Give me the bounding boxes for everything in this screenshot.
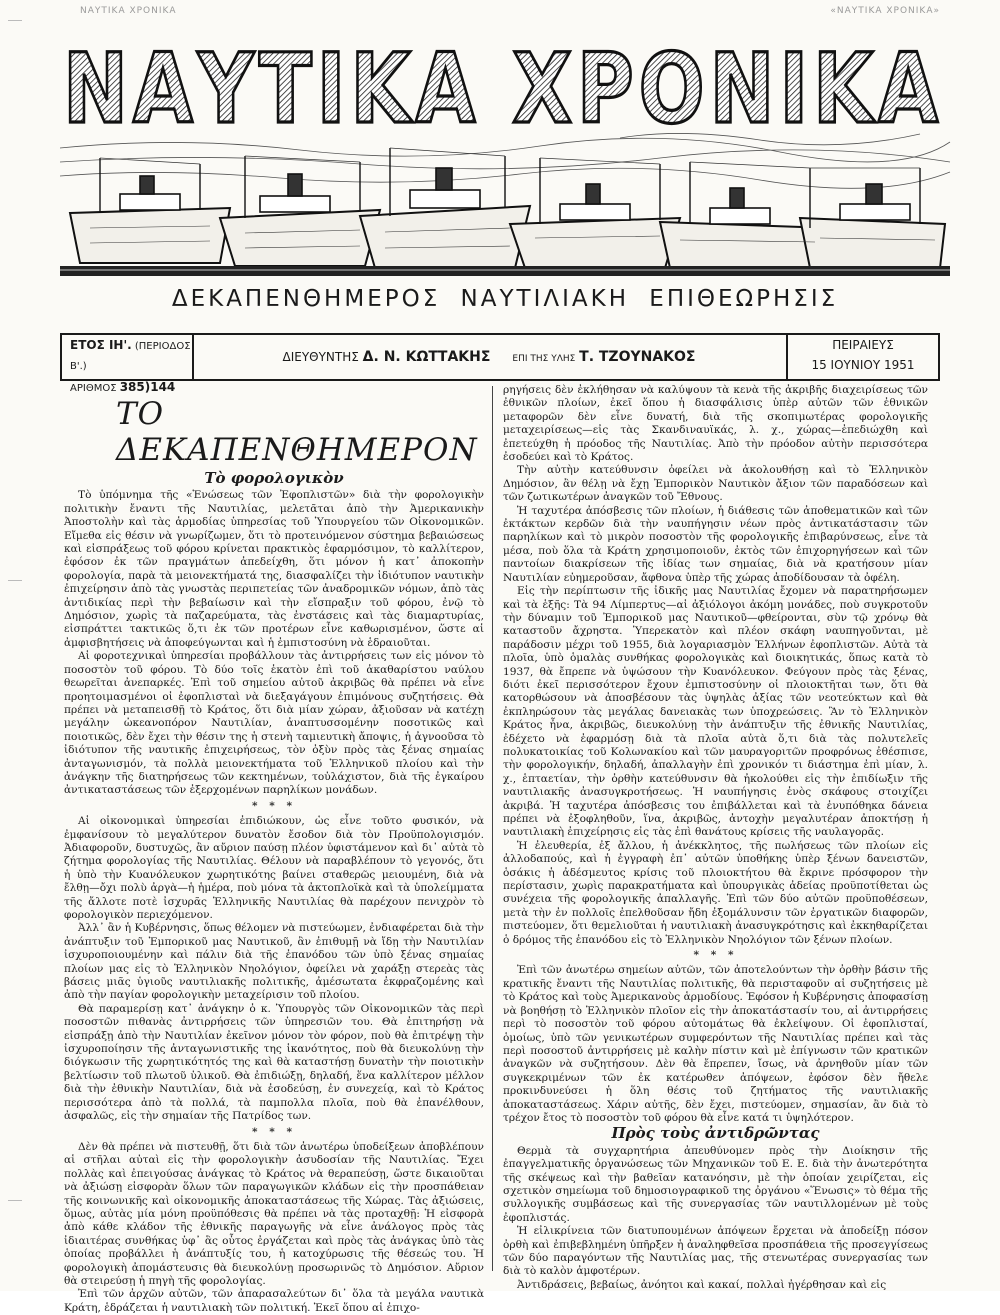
paragraph: Ἡ εἰλικρίνεια τῶν διατυπουμένων ἀπόψεων ἔρχεται νὰ ἀποδείξῃ πόσον ὀρθὴ καὶ ἐπιβεβλημένη ὑπῆρξεν ἡ ἀναληφθεῖσα προσπάθεια τῆς προσεγγίσεως τῶν δύο παραγόντων τῆς Ναυτιλίας μας, τῆς στενωτέρας συνεργασίας των διὰ τὸ καλὸν ἀμφοτέρων. [503,1225,928,1278]
year-label: ΕΤΟΣ ΙΗ'. [70,338,132,352]
section-separator: * * * [252,799,296,812]
staff-credits [194,335,784,379]
running-head-left: ΝΑΥΤΙΚΑ ΧΡΟΝΙΚΑ [80,6,177,16]
scan-edge-mark [8,580,22,581]
editor-label: ΕΠΙ ΤΗΣ ΥΛΗΣ [512,354,576,364]
place-date-box [786,335,940,379]
paragraph: Εἰς τὴν περίπτωσιν τῆς ἰδικῆς μας Ναυτιλίας ἔχομεν νὰ παρατηρήσωμεν καὶ τὰ ἑξῆς: Τὰ 94 Λίμπερτυς—αἱ ἀξιόλογοι ἀκόμη μονάδες, ποὺ συγκροτοῦν τὴν δύναμιν τοῦ Ἐμπορικοῦ μας Ναυτικοῦ—φθείρονται, σὺν τῷ χρόνῳ θὰ καταστοῦν ἄχρηστα. Ὑπερεκατὸν καὶ πλέον σκάφη ναυπηγοῦνται, μὲ παράδοσιν μέχρι τοῦ 1955, διὰ λογαριασμὸν Ἑλλήνων ἐφοπλιστῶν. Αὐτὰ τὰ πλοῖα, ὑπὸ ὁμαλὰς συνθήκας φορολογικὰς καὶ διοικητικάς, ὅπως κατὰ τὸ 1937, θὰ ἔπρεπε νὰ ὑψώσουν τὴν Κυανόλευκον. Φεύγουν πρὸς τὰς ξένας, διότι ἐκεῖ περισσότερον ἔχουν ἐμπιστοσύνην οἱ πλοιοκτῆται των, ὅτι θὰ κατορθώσουν νὰ ἀποσβέσουν τὰς ὑψηλὰς ἀξίας τῶν νεοτεύκτων καὶ θὰ ἐκπληρώσουν τὰς μεγάλας δανειακὰς των ὑποχρεώσεις. Ἂν τὸ Ἑλληνικὸν Κράτος ἦνα, ἀκριβῶς, διευκολύνῃ τὴν ἀνάπτυξιν τῆς ἐθνικῆς Ναυτιλίας, ἐδέχετο νὰ ἐφαρμόσῃ διὰ τὰ πλοῖα αὐτὰ ὅ,τι διὰ τὰς πολυτελεῖς πολυκατοικίας τοῦ Κολωνακίου καὶ τῶν μαυραγοριτῶν προφρόνως ἐθέσπισε, τὴν φορολογικήν, δηλαδή, ἀπαλλαγὴν ἐπὶ χρονικόν τι διάστημα ἐπὶ μίαν, λ. χ., ἑπταετίαν, τὴν ὀρθὴν κατεύθυνσιν θὰ ἠκολούθει εἰς τὴν ἐπιδίωξιν τῆς ναυτιλιακῆς ἀνασυγκροτήσεως. Ἡ ναυπήγησις ἑνὸς σκάφους στοιχίζει ἀκριβά. Ἡ ταχυτέρα ἀπόσβεσις του ἐπιβάλλεται καὶ τὰ ἐνυπόθηκα δάνεια πρέπει νὰ ἐξοφληθοῦν, ἵνα, ἀκριβῶς, ἀντοχὴν μεγαλυτέραν ἀποκτήσῃ ἡ ναυτιλιακὴ ἐπιχείρησις εἰς τὰς ἐπὶ θανάτους κρίσεις τῆς ναυλαγορᾶς. [503,585,928,839]
scan-edge-mark [8,20,22,21]
issue-volume-box [60,335,194,394]
issue-date: 15 ΙΟΥΝΙΟΥ 1951 [811,358,915,372]
paragraph: Αἱ οἰκονομικαὶ ὑπηρεσίαι ἐπιδιώκουν, ὡς εἶνε τοῦτο φυσικόν, νὰ ἐμφανίσουν τὸ μεγαλύτερον δυνατὸν ἔσοδον διὰ τὸν Προϋπολογισμόν. Ἀδιαφοροῦν, δυστυχῶς, ἂν αὔριον παύσῃ πλέον ὑφιστάμενον καὶ δι᾽ αὐτὰ τὸ ζήτημα φορολογίας τῆς Ναυτιλίας. Θέλουν νὰ παραβλέπουν τὸ γεγονός, ὅτι ἡ ὑπὸ τὴν Κυανόλευκον χωρητικότης βαίνει σταθερῶς μειουμένη, διὰ νὰ ἔλθῃ—ὄχι πολὺ ἀργὰ—ἡ ἡμέρα, ποὺ μόνα τὰ ἀκτοπλοϊκὰ καὶ τὰ ὑπολείμματα τῆς ἄλλοτε ποτὲ ἰσχυρᾶς Ἑλληνικῆς Ναυτιλίας θὰ παρέχουν πενιχρὸν τὸ φορολογικὸν περιεχόμενον. [64,815,484,921]
issue-number: 385)144 [119,380,176,394]
article-column-left [64,386,484,1314]
paragraph: Ἡ ταχυτέρα ἀπόσβεσις τῶν πλοίων, ἡ διάθεσις τῶν ἀποθεματικῶν καὶ τῶν ἐκτάκτων κερδῶν διὰ τὴν ναυπήγησιν νέων πρὸς ἀντικατάστασιν τῶν παρηλίκων καὶ τὸ μικρὸν ποσοστὸν τῆς φορολογικῆς ἐπιβαρύνσεως, εἶνε τὰ μέσα, ποὺ ὅλα τὰ Κράτη χρησιμοποιοῦν, ἐκτὸς τῶν ἐπιχορηγήσεων καὶ τῶν παντοίων διακρίσεων τῆς ἰδίας των σημαίας, διὰ νὰ κρατήσουν μίαν Ναυτιλίαν εὐημεροῦσαν, ἄφθονα ὑπὲρ τῆς χώρας ἀποδίδουσαν τὰ ὀφέλη. [503,504,928,584]
section-title-opponents: Πρὸς τοὺς ἀντιδρῶντας [611,1124,820,1143]
section-separator: * * * [693,949,738,962]
paragraph: Ἐπὶ τῶν ἀρχῶν αὐτῶν, τῶν ἀπαρασαλεύτων δι᾽ ὅλα τὰ μεγάλα ναυτικὰ Κράτη, ἑδράζεται ἡ ναυτιλιακὴ τῶν πολιτική. Ἐκεῖ ὅπου αἱ ἐπιχο- [64,1288,484,1314]
director-name: Δ. Ν. ΚΩΤΤΑΚΗΣ [362,349,491,365]
paragraph: Ἐπὶ τῶν ἀνωτέρω σημείων αὐτῶν, τῶν ἀποτελούντων τὴν ὀρθὴν βάσιν τῆς κρατικῆς ἔναντι τῆς Ναυτιλίας πολιτικῆς, θὰ περισταφοῦν αἱ συζητήσεις μὲ τὸ Κράτος καὶ τοὺς Ἀμερικανοὺς ἁρμοδίους. Ἐφόσον ἡ Κυβέρνησις ἀποφασίσῃ νὰ βοηθήσῃ τὸ Ἑλληνικὸν πλοῖον εἰς τὴν ἀποκατάστασίν του, αἱ ἀντιρρήσεις περὶ τὸ ποσοστὸν τοῦ φόρου αὐτομάτως θὰ ἐκλείψουν. Οἱ ἐφοπλισταί, ὁμοίως, ὑπὸ τῶν γενικωτέρων συμφερόντων τῆς Ναυτιλίας πρέπει καὶ τὰς περὶ ποσοστοῦ ἀντιρρήσεις μὲ καλὴν πίστιν καὶ μὲ ἐπίγνωσιν τῶν κρατικῶν ἀναγκῶν νὰ συζητήσουν. Δὲν θὰ ἔπρεπεν, ἴσως, νὰ ἀρνηθοῦν μίαν τῶν συγκεκριμένων τῶν ἐκ κατέρωθεν ἀπόψεων, ἐφόσον δὲν ἤθελε προκινδυνεύσει ἡ ὅλη θέσις τοῦ ζητήματος τῆς ναυτιλιακῆς ἀποκαταστάσεως. Χάριν αὐτῆς, δὲν ἔχει, πιστεύομεν, σημασίαν, ἂν διὰ τὸ τρέχον ἔτος τὸ ποσοστὸν τοῦ φόρου θὰ εἶνε κατά τι ὑψηλότερον. [503,964,928,1124]
issue-label: ΑΡΙΘΜΟΣ [70,383,117,394]
scan-edge-mark [8,1200,22,1201]
paragraph: Ἀλλ᾽ ἂν ἡ Κυβέρνησις, ὅπως θέλομεν νὰ πιστεύωμεν, ἐνδιαφέρεται διὰ τὴν ἀνάπτυξιν τοῦ Ἐμπορικοῦ μας Ναυτικοῦ, ἂν ἐπιθυμῇ νὰ ἴδῃ τὴν Ναυτιλίαν ἰσχυροποιουμένην καὶ πάλιν διὰ τῆς ἐπανόδου τῶν ὑπὸ ξένας σημαίας πλοίων μας εἰς τὸ Ἑλληνικὸν Νηολόγιον, ὀφείλει νὰ χαράξῃ στερεὰς τὰς βάσεις μιᾶς ὑγιοῦς ναυτιλιακῆς πολιτικῆς, ἀμέσωτατα ἐκφραζομένης καὶ ἀπὸ τὴν παγίαν φορολογικὴν μεταχείρισιν τοῦ πλοίου. [64,922,484,1002]
article-column-right [503,384,928,1291]
paragraph: Τὴν αὐτὴν κατεύθυνσιν ὀφείλει νὰ ἀκολουθήσῃ καὶ τὸ Ἑλληνικὸν Δημόσιον, ἂν θέλῃ νὰ ἔχῃ Ἐμπορικὸν Ναυτικὸν ἄξιον τῶν παραδόσεων καὶ τῶν ζωτικωτέρων ἀναγκῶν τοῦ Ἔθνους. [503,464,928,504]
paragraph: Ἡ ἐλευθερία, ἐξ ἄλλου, ἡ ἀνέκκλητος, τῆς πωλήσεως τῶν πλοίων εἰς ἀλλοδαπούς, καὶ ἡ ἐγγραφὴ ἐπ᾽ αὐτῶν ὑποθήκης ὑπὲρ ξένων δανειστῶν, ὁσάκις ἡ ἀδέσμευτος κρίσις τοῦ πλοιοκτήτου θὰ ἔκρινε πρόσφορον τὴν περίστασιν, χωρὶς παρακρατήματα καὶ ὑπουργικὰς ἀδείας προϋποτίθεται ὡς συνέχεια τῆς φορολογικῆς ἀπαλλαγῆς. Ἐπὶ τῶν δύο αὐτῶν προϋποθέσεων, μετὰ τὴν ἐν πολλοῖς ἐπελθοῦσαν ἤδη ἐξομάλυνσιν τῶν ἐργατικῶν διαφορῶν, πιστεύομεν, ὅτι θεμελιοῦται ἡ ναυτιλιακὴ ἀνασυγκρότησις καὶ ἐκκηθαρίζεται ὁ δρόμος τῆς ἐπανόδου εἰς τὸ Ἑλληνικὸν Νηολόγιον τῶν ξένων πλοίων. [503,839,928,946]
running-head-right: «ΝΑΥΤΙΚΑ ΧΡΟΝΙΚΑ» [830,6,940,16]
paragraph: ρηγήσεις δὲν ἐκλήθησαν νὰ καλύψουν τὰ κενὰ τῆς ἀκριβῆς διαχειρίσεως τῶν ἐθνικῶν πλοίων, ἐκεῖ ὅπου ἡ διασφάλισις ὑπὲρ αὐτῶν τῶν ἐθνικῶν μεταφορῶν δὲν εἶνε δυνατή, διὰ τῆς σκοπιμωτέρας φορολογικῆς μεταχειρίσεως—εἰς τὰς Σκανδιναυϊκάς, λ. χ., χώρας—ἐπεδιώχθη καὶ ἐπετεύχθη ἡ πρόοδος τῆς Ναυτιλίας. Ἀπὸ τὴν πρόοδον αὐτὴν περισσότερα ἐσοδεύει καὶ τὸ Κράτος. [503,384,928,464]
director-label: ΔΙΕΥΘΥΝΤΗΣ [282,350,359,364]
paragraph: Αἱ φοροτεχνικαὶ ὑπηρεσίαι προβάλλουν τὰς ἀντιρρήσεις των εἰς μόνον τὸ ποσοστὸν τοῦ φόρου. Τὸ δύο τοῖς ἑκατὸν ἐπὶ τοῦ ἀκαθαρίστου ναύλου θεωρεῖται ἀνεπαρκές. Ἐπὶ τοῦ σημείου αὐτοῦ ἀκριβῶς θὰ πρέπει νὰ εἶνε προητοιμασμένοι οἱ ἐφοπλισταὶ νὰ διεξαγάγουν ἐπιμόνους συζητήσεις. Θὰ πρέπει νὰ μεταπεισθῇ τὸ Κράτος, ὅτι διὰ μίαν χώραν, ἀξιοῦσαν νὰ κατέχῃ μεγάλην ὠκεανοπόρον Ναυτιλίαν, ἀναπτυσσομένην ποσοτικῶς καὶ ποιοτικῶς, δὲν ἔχει τὴν θέσιν της ἡ στενὴ ταμιευτικὴ ἄποψις, ἡ ἀγνοοῦσα τὸ ἰδιότυπον τῆς ναυτικῆς ἐπιχειρήσεως, τὸν ὀξὺν πρὸς τὰς ξένας σημαίας ἀνταγωνισμόν, τὰ πολλὰ μειονεκτήματα τοῦ Ἑλληνικοῦ πλοίου καὶ τὴν ἀνάγκην τῆς διατηρήσεως τῶν κεκτημένων, τοὐλάχιστον, διὰ τῆς ἐγκαίρου ἀντικαταστάσεως τῶν ἐξερχομένων παρηλίκων μονάδων. [64,650,484,797]
section-separator: * * * [252,1125,296,1138]
masthead-subtitle: ΔΕΚΑΠΕΝΘΗΜΕΡΟΣ ΝΑΥΤΙΛΙΑΚΗ ΕΠΙΘΕΩΡΗΣΙΣ [171,286,839,312]
article-heading: ΤΟ ΔΕΚΑΠΕΝΘΗΜΕΡΟΝ [116,396,478,468]
issue-info-bar [60,333,940,394]
paragraph: Θερμὰ τὰ συγχαρητήρια ἀπευθύνομεν πρὸς τὴν Διοίκησιν τῆς ἐπαγγελματικῆς ὀργανώσεως τῶν Μηχανικῶν τοῦ Ε. Ε. διὰ τὴν ἀνωτερότητα τῆς σκέψεως καὶ τὴν βαθεῖαν κατανόησιν, μὲ τὴν ὁποίαν χειρίζεται, εἰς σχετικὸν σημείωμα τοῦ δημοσιογραφικοῦ της ὀργάνου «Ἕνωσις» τὸ θέμα τῆς συλλογικῆς συμβάσεως καὶ τῆς συνεργασίας τῶν ναυτιλλομένων μὲ τοὺς ἐφοπλιστάς. [503,1144,928,1224]
paragraph: Ἀντιδράσεις, βεβαίως, ἀνόητοι καὶ κακαί, πολλαὶ ἠγέρθησαν καὶ εἰς [517,1278,887,1291]
period-label: (ΠΕΡΙΟΔΟΣ Β'.) [70,341,191,372]
masthead-title-text: ΝΑΥΤΙΚΑ ΧΡΟΝΙΚΑ [63,33,943,145]
running-head [80,6,940,16]
harbor-ships-illustration [60,128,950,278]
paragraph: Τὸ ὑπόμνημα τῆς «Ἑνώσεως τῶν Ἐφοπλιστῶν» διὰ τὴν φορολογικὴν πολιτικὴν ἔναντι τῆς Ναυτιλίας, μελετᾶται ἀπὸ τὴν Ἀμερικανικὴν Ἀποστολὴν καὶ τὰς ἁρμοδίας ὑπηρεσίας τοῦ Ὑπουργείου τῶν Οἰκονομικῶν. Εἴμεθα εἰς θέσιν νὰ γνωρίζωμεν, ὅτι τὸ προτεινόμενον σύστημα βεβαιώσεως καὶ εἰσπράξεως τοῦ φόρου κρίνεται πρακτικὸς ἐφαρμόσιμον, τὸ καλλίτερον, ἐφόσον ἐκ τῶν πραγμάτων ἀπεδείχθη, ὅτι μόνον ἡ κατ᾽ ἀποκοπὴν φορολογία, παρὰ τὰ μειονεκτήματά της, διασφαλίζει τὴν ἰδιότυπον ναυτικὴν ἐπιχείρησιν ἀπὸ τὰς γνωστὰς περιπετείας τῶν ἀναδρομικῶν νόμων, ἀπὸ τὰς ἀντιδικίας περὶ τὴν βεβαίωσιν καὶ τὴν εἴσπραξιν τοῦ φόρου, ἐνῷ τὸ Δημόσιον, χωρὶς τὰ παζαρεύματα, τὰς ἐνστάσεις καὶ τὰς διαμαρτυρίας, εἰσπράττει τακτικῶς ὅ,τι ἐκ τῶν προτέρων εἶνε καθωρισμένον, ὥστε αἱ ἀμφισβητήσεις νὰ ἀποφεύγωνται καὶ ἡ ἐμπιστοσύνη νὰ ἑδραιοῦται. [64,489,484,649]
column-divider [492,386,493,1271]
masthead-title [58,30,948,145]
paragraph: Θὰ παραμερίσῃ κατ᾽ ἀνάγκην ὁ κ. Ὑπουργὸς τῶν Οἰκονομικῶν τὰς περὶ ποσοστῶν πιθανὰς ἀντιρρήσεις τῶν ὑπηρεσιῶν του. Θὰ ἐπιτηρήσῃ νὰ εἰσπράξῃ ἀπὸ τὴν Ναυτιλίαν ἐκεῖνον μόνον τὸν φόρον, ποὺ θὰ ἐπιτρέψῃ τὴν ἰσχυροποίησιν τῆς ἀνταγωνιστικῆς της ἱκανότητος, ποὺ θὰ διευκολύνῃ τὴν διόγκωσιν τῆς χωρητικότητός της καὶ θὰ καταστήσῃ δυνατὴν τὴν ποιοτικὴν βελτίωσιν τοῦ πλωτοῦ ὑλικοῦ. Θὰ ἐπιδιώξῃ, δηλαδή, ἕνα καλλίτερον μέλλον διὰ τὴν ἐθνικὴν Ναυτιλίαν, διὰ νὰ ἐσοδεύσῃ, ἐν συνεχείᾳ, καὶ τὸ Κράτος περισσότερα ἀπὸ τὰ πολλά, τὰ παμπολλα πλοῖα, ποὺ θὰ ἐπανέλθουν, ἀσφαλῶς, εἰς τὴν σημαίαν τῆς Πατρίδος των. [64,1002,484,1123]
editor-name: Τ. ΤΖΟΥΝΑΚΟΣ [579,349,696,365]
city: ΠΕΙΡΑΙΕΥΣ [832,338,894,352]
section-title-tax: Τὸ φορολογικὸν [204,469,344,487]
paragraph: Δὲν θὰ πρέπει νὰ πιστευθῇ, ὅτι διὰ τῶν ἀνωτέρω ὑποδείξεων ἀποβλέπουν αἱ στῆλαι αὐταὶ εἰς τὴν φορολογικὴν ἀσυδοσίαν τῆς Ναυτιλίας. Ἔχει πολλὰς καὶ ἐπειγούσας ἀνάγκας τὸ Κράτος νὰ θεραπεύσῃ, ὥστε δικαιοῦται νὰ ἀξιώσῃ εἰσφορὰν ὅλων τῶν παραγωγικῶν κλάδων εἰς τὴν προσπάθειαν τῆς κοινωνικῆς καὶ οἰκονομικῆς ἀποκαταστάσεως τῆς Χώρας. Τὰς ἀξιώσεις, ὅμως, αὐτὰς μία μόνη προϋπόθεσις θὰ πρέπει νὰ τὰς προταχθῇ: Ἡ εἰσφορὰ ἀπὸ κάθε κλάδον τῆς ἐθνικῆς παραγωγῆς νὰ εἶνε ἀνάλογος πρὸς τὰς ἰδιαιτέρας συνθήκας ὑφ᾽ ἃς οὗτος ἐργάζεται καὶ πρὸς τὰς ἀνάγκας ὑπὸ τὰς ὁποίας προβάλλει ἡ ἀνάπτυξίς του, ἡ κατοχύρωσις τῆς θέσεώς του. Ἡ φορολογικὴ ἀπομάστευσις θὰ διευκολύνῃ προσωρινῶς τὸ Δημόσιον. Αὔριον θὰ στειρεύσῃ ἡ πηγὴ τῆς φορολογίας. [64,1140,484,1287]
